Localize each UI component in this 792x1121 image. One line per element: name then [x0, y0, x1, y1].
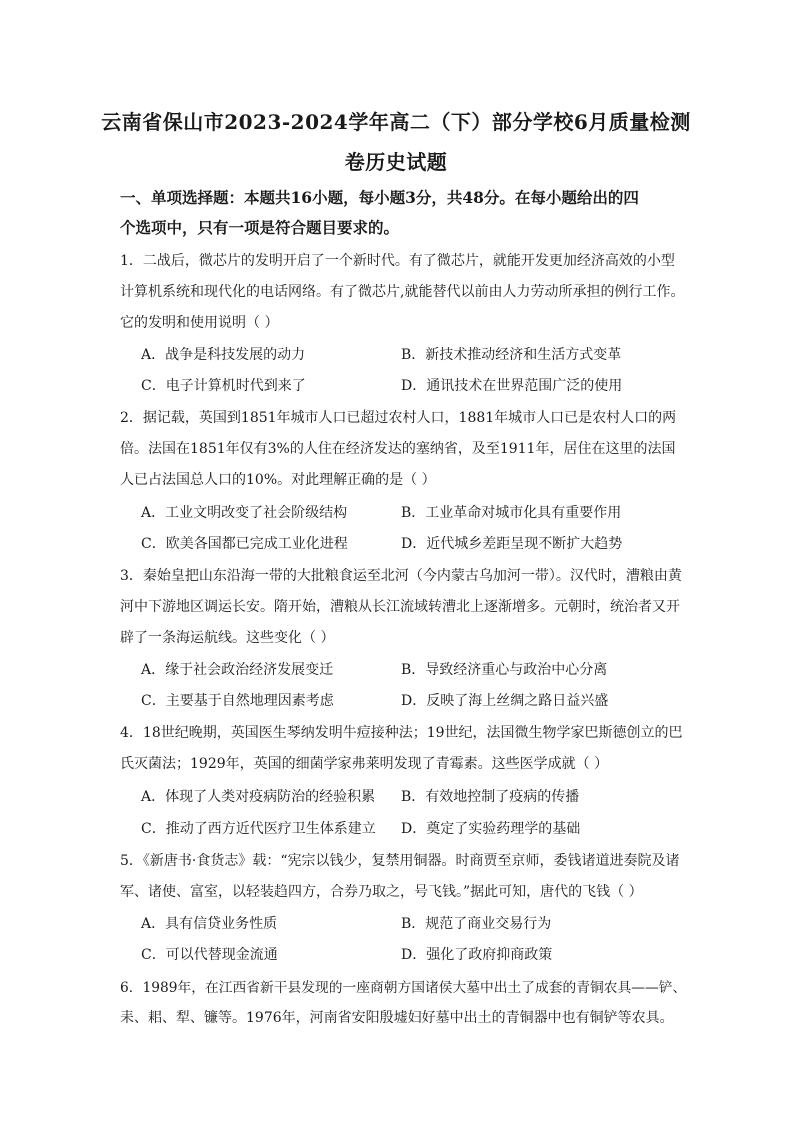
question-6-line-1: 6．1989年，在江西省新干县发现的一座商朝方国诸侯大墓中出土了成套的青铜农具——铲、 [120, 980, 687, 996]
question-5-line-1: 5．《新唐书·食货志》载：“宪宗以钱少，复禁用铜器。时商贾至京师，委钱诸道进奏院及诸 [120, 853, 680, 869]
question-3-option-b: B．导致经济重心与政治中心分离 [401, 662, 608, 678]
question-6-line-2: 耒、耜、犁、镰等。1976年，河南省安阳殷墟妇好墓中出土的青铜器中也有铜铲等农具。 [120, 1010, 674, 1026]
question-1-option-b: B．新技术推动经济和生活方式变革 [401, 347, 622, 363]
question-2-line-1: 2．据记载，英国到1851年城市人口已超过农村人口，1881年城市人口已是农村人口的两 [120, 410, 677, 426]
question-2-option-d: D．近代城乡差距呈现不断扩大趋势 [401, 536, 623, 552]
question-3-option-a: A．缘于社会政治经济发展变迁 [141, 662, 334, 678]
question-2-line-3: 人已占法国总人口的10%。对此理解正确的是（ ） [120, 472, 436, 488]
section-heading-line2: 个选项中，只有一项是符合题目要求的。 [120, 218, 400, 237]
question-2-line-2: 倍。法国在1851年仅有3%的人住在经济发达的塞纳省，及至1911年，居住在这里的法国 [120, 441, 676, 457]
question-3-line-2: 河中下游地区调运长安。隋开始，漕粮从长江流域转漕北上逐渐增多。元朝时，统治者又开 [120, 599, 680, 615]
question-1-option-a: A．战争是科技发展的动力 [141, 347, 306, 363]
question-1-line-1: 1．二战后，微芯片的发明开启了一个新时代。有了微芯片，就能开发更加经济高效的小型 [120, 253, 675, 269]
question-1-option-c: C．电子计算机时代到来了 [141, 378, 306, 394]
question-1-line-2: 计算机系统和现代化的电话网络。有了微芯片,就能替代以前由人力劳动所承担的例行工作。 [120, 284, 685, 300]
question-3-line-1: 3．秦始皇把山东沿海一带的大批粮食运至北河（今内蒙古乌加河一带）。汉代时，漕粮由黄 [120, 568, 682, 584]
question-4-line-2: 氏灭菌法；1929年，英国的细菌学家弗莱明发现了青霉素。这些医学成就（ ） [120, 756, 609, 772]
question-2-option-c: C．欧美各国都已完成工业化进程 [141, 536, 348, 552]
question-1-option-d: D．通讯技术在世界范围广泛的使用 [401, 378, 623, 394]
question-5-option-b: B．规范了商业交易行为 [401, 916, 552, 932]
exam-title-line1: 云南省保山市2023-2024学年高二（下）部分学校6月质量检测 [101, 110, 691, 134]
section-heading-line1: 一、单项选择题：本题共16小题，每小题3分，共48分。在每小题给出的四 [120, 188, 639, 207]
question-2-option-a: A．工业文明改变了社会阶级结构 [141, 505, 348, 521]
question-4-option-d: D．奠定了实验药理学的基础 [401, 821, 581, 837]
question-5-option-c: C．可以代替现金流通 [141, 947, 278, 963]
exam-title-line2: 卷历史试题 [344, 150, 448, 174]
question-2-option-b: B．工业革命对城市化具有重要作用 [401, 505, 622, 521]
question-4-option-c: C．推动了西方近代医疗卫生体系建立 [141, 821, 376, 837]
question-3-option-d: D．反映了海上丝绸之路日益兴盛 [401, 693, 609, 709]
question-1-line-3: 它的发明和使用说明（ ） [120, 315, 279, 331]
question-4-option-b: B．有效地控制了疫病的传播 [401, 789, 580, 805]
question-5-line-2: 军、诸使、富室，以轻装趋四方，合券乃取之，号飞钱。”据此可知，唐代的飞钱（ ） [120, 884, 643, 900]
question-5-option-a: A．具有信贷业务性质 [141, 916, 278, 932]
question-3-option-c: C．主要基于自然地理因素考虑 [141, 693, 334, 709]
question-4-line-1: 4．18世纪晚期，英国医生琴纳发明牛痘接种法；19世纪，法国微生物学家巴斯德创立的巴 [120, 725, 683, 741]
question-5-option-d: D．强化了政府抑商政策 [401, 947, 553, 963]
question-3-line-3: 辟了一条海运航线。这些变化（ ） [120, 630, 335, 646]
question-4-option-a: A．体现了人类对疫病防治的经验积累 [141, 789, 376, 805]
